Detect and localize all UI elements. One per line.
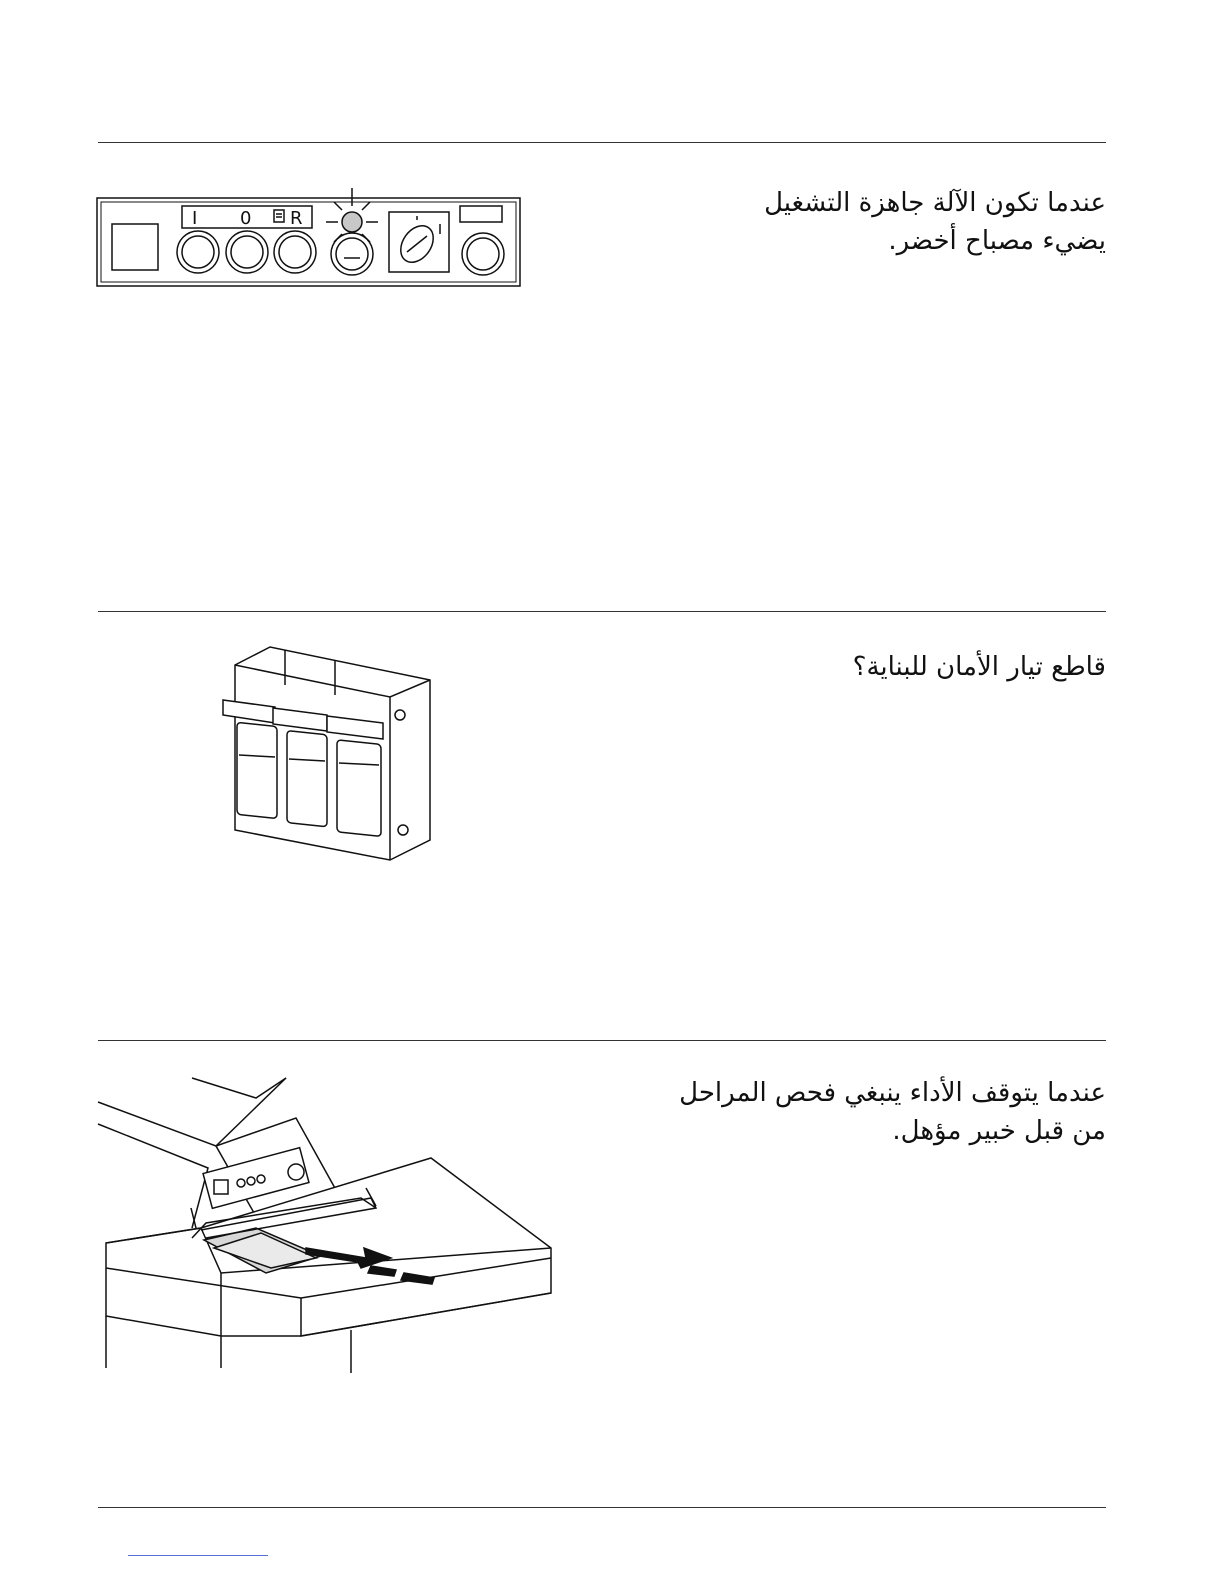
emergency-button [462, 233, 504, 275]
section-divider-middle [98, 611, 1106, 612]
shredder-illustration [96, 1068, 556, 1378]
footer-divider [98, 1507, 1106, 1508]
section-divider-bottom [98, 1040, 1106, 1041]
ready-line-2: يضيء مصباح أخضر. [888, 226, 1106, 256]
breaker-question [853, 648, 1106, 686]
footer-link-underline [128, 1555, 268, 1556]
off-label: 0 [240, 208, 252, 229]
stoppage-description [679, 1074, 1106, 1150]
panel-frame [97, 198, 520, 286]
on-button [177, 231, 219, 273]
reverse-button [274, 231, 316, 273]
stoppage-line-2: من قبل خبير مؤهل. [892, 1116, 1106, 1146]
ready-line-1: عندما تكون الآلة جاهزة التشغيل [764, 188, 1106, 218]
on-label: I [192, 208, 198, 229]
off-button [226, 231, 268, 273]
stoppage-line-1: عندما يتوقف الأداء ينبغي فحص المراحل [679, 1078, 1106, 1108]
indicator-window [460, 206, 502, 222]
reverse-label: R [290, 208, 303, 229]
breaker-line-1: قاطع تيار الأمان للبناية؟ [852, 652, 1106, 682]
section-divider-top [98, 142, 1106, 143]
display-window [112, 224, 158, 270]
ready-description [764, 184, 1106, 260]
circuit-breaker-illustration [215, 645, 440, 865]
ready-lamp [342, 212, 362, 232]
control-panel-illustration [94, 182, 524, 292]
